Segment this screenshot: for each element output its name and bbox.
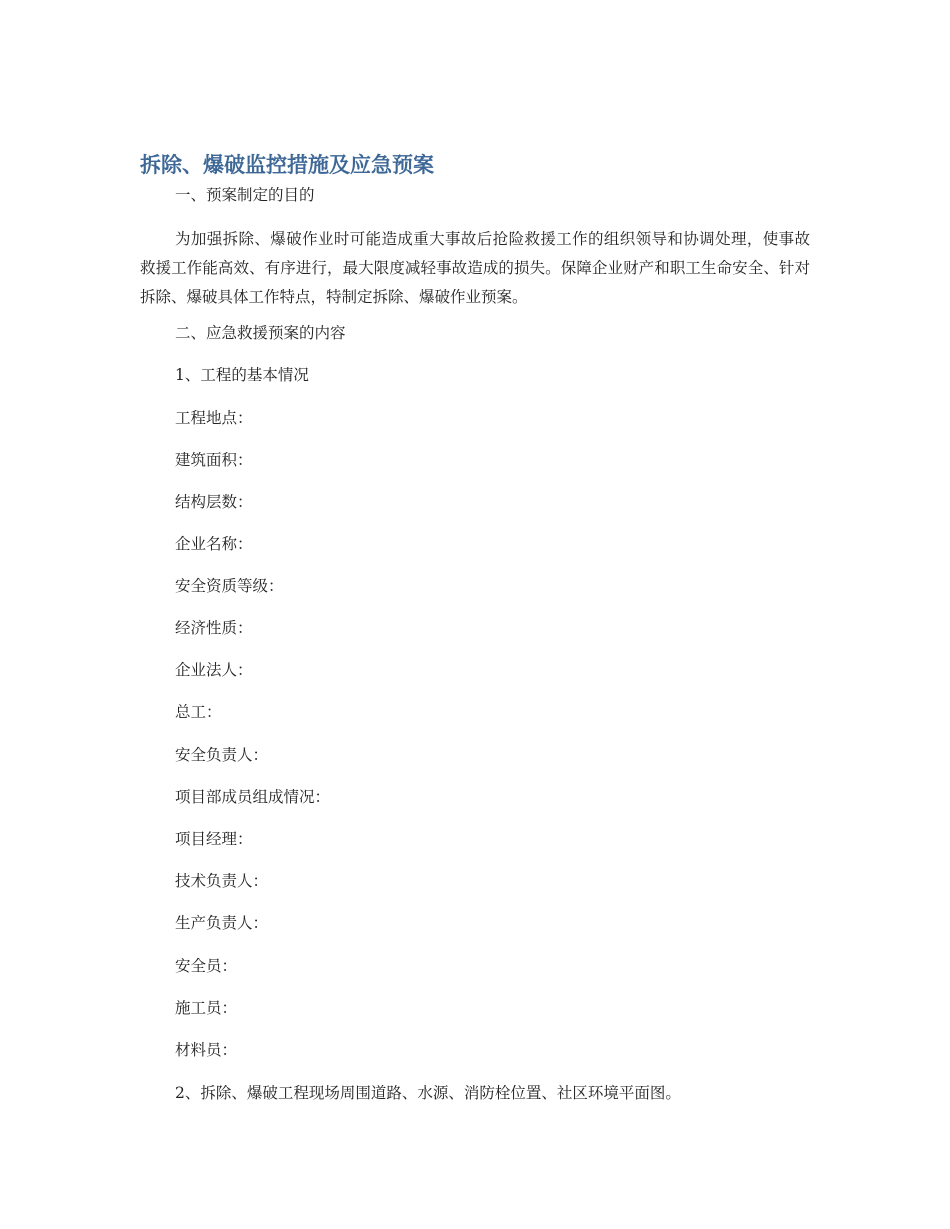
field-materials-officer: 材料员： [175,1041,238,1059]
field-legal-person: 企业法人： [175,661,253,679]
field-structure-floors: 结构层数： [175,493,253,511]
field-economic-nature: 经济性质： [175,619,253,637]
field-team-composition: 项目部成员组成情况： [175,788,331,806]
section-heading-contents: 二、应急救援预案的内容 [175,324,346,342]
field-company-name: 企业名称： [175,535,253,553]
purpose-paragraph: 为加强拆除、爆破作业时可能造成重大事故后抢险救援工作的组织领导和协调处理，使事故救援工作能高效、有序进行，最大限度减轻事故造成的损失。保障企业财产和职工生命安全、针对拆除、爆破具体工作特点，特制定拆除、爆破作业预案。 [140,230,810,306]
field-safety-manager: 安全负责人： [175,746,269,764]
field-chief-engineer: 总工： [175,703,222,721]
item-heading-site-plan: 2、拆除、爆破工程现场周围道路、水源、消防栓位置、社区环境平面图。 [175,1084,681,1102]
field-project-manager: 项目经理： [175,830,253,848]
field-project-location: 工程地点： [175,409,253,427]
field-safety-officer: 安全员： [175,957,238,975]
field-safety-qualification: 安全资质等级： [175,577,284,595]
field-construction-worker: 施工员： [175,999,238,1017]
document-title: 拆除、爆破监控措施及应急预案 [140,153,434,177]
field-production-lead: 生产负责人： [175,914,269,932]
section-heading-purpose: 一、预案制定的目的 [175,186,315,204]
field-technical-lead: 技术负责人： [175,872,269,890]
field-building-area: 建筑面积： [175,451,253,469]
item-heading-basic-info: 1、工程的基本情况 [175,366,309,384]
